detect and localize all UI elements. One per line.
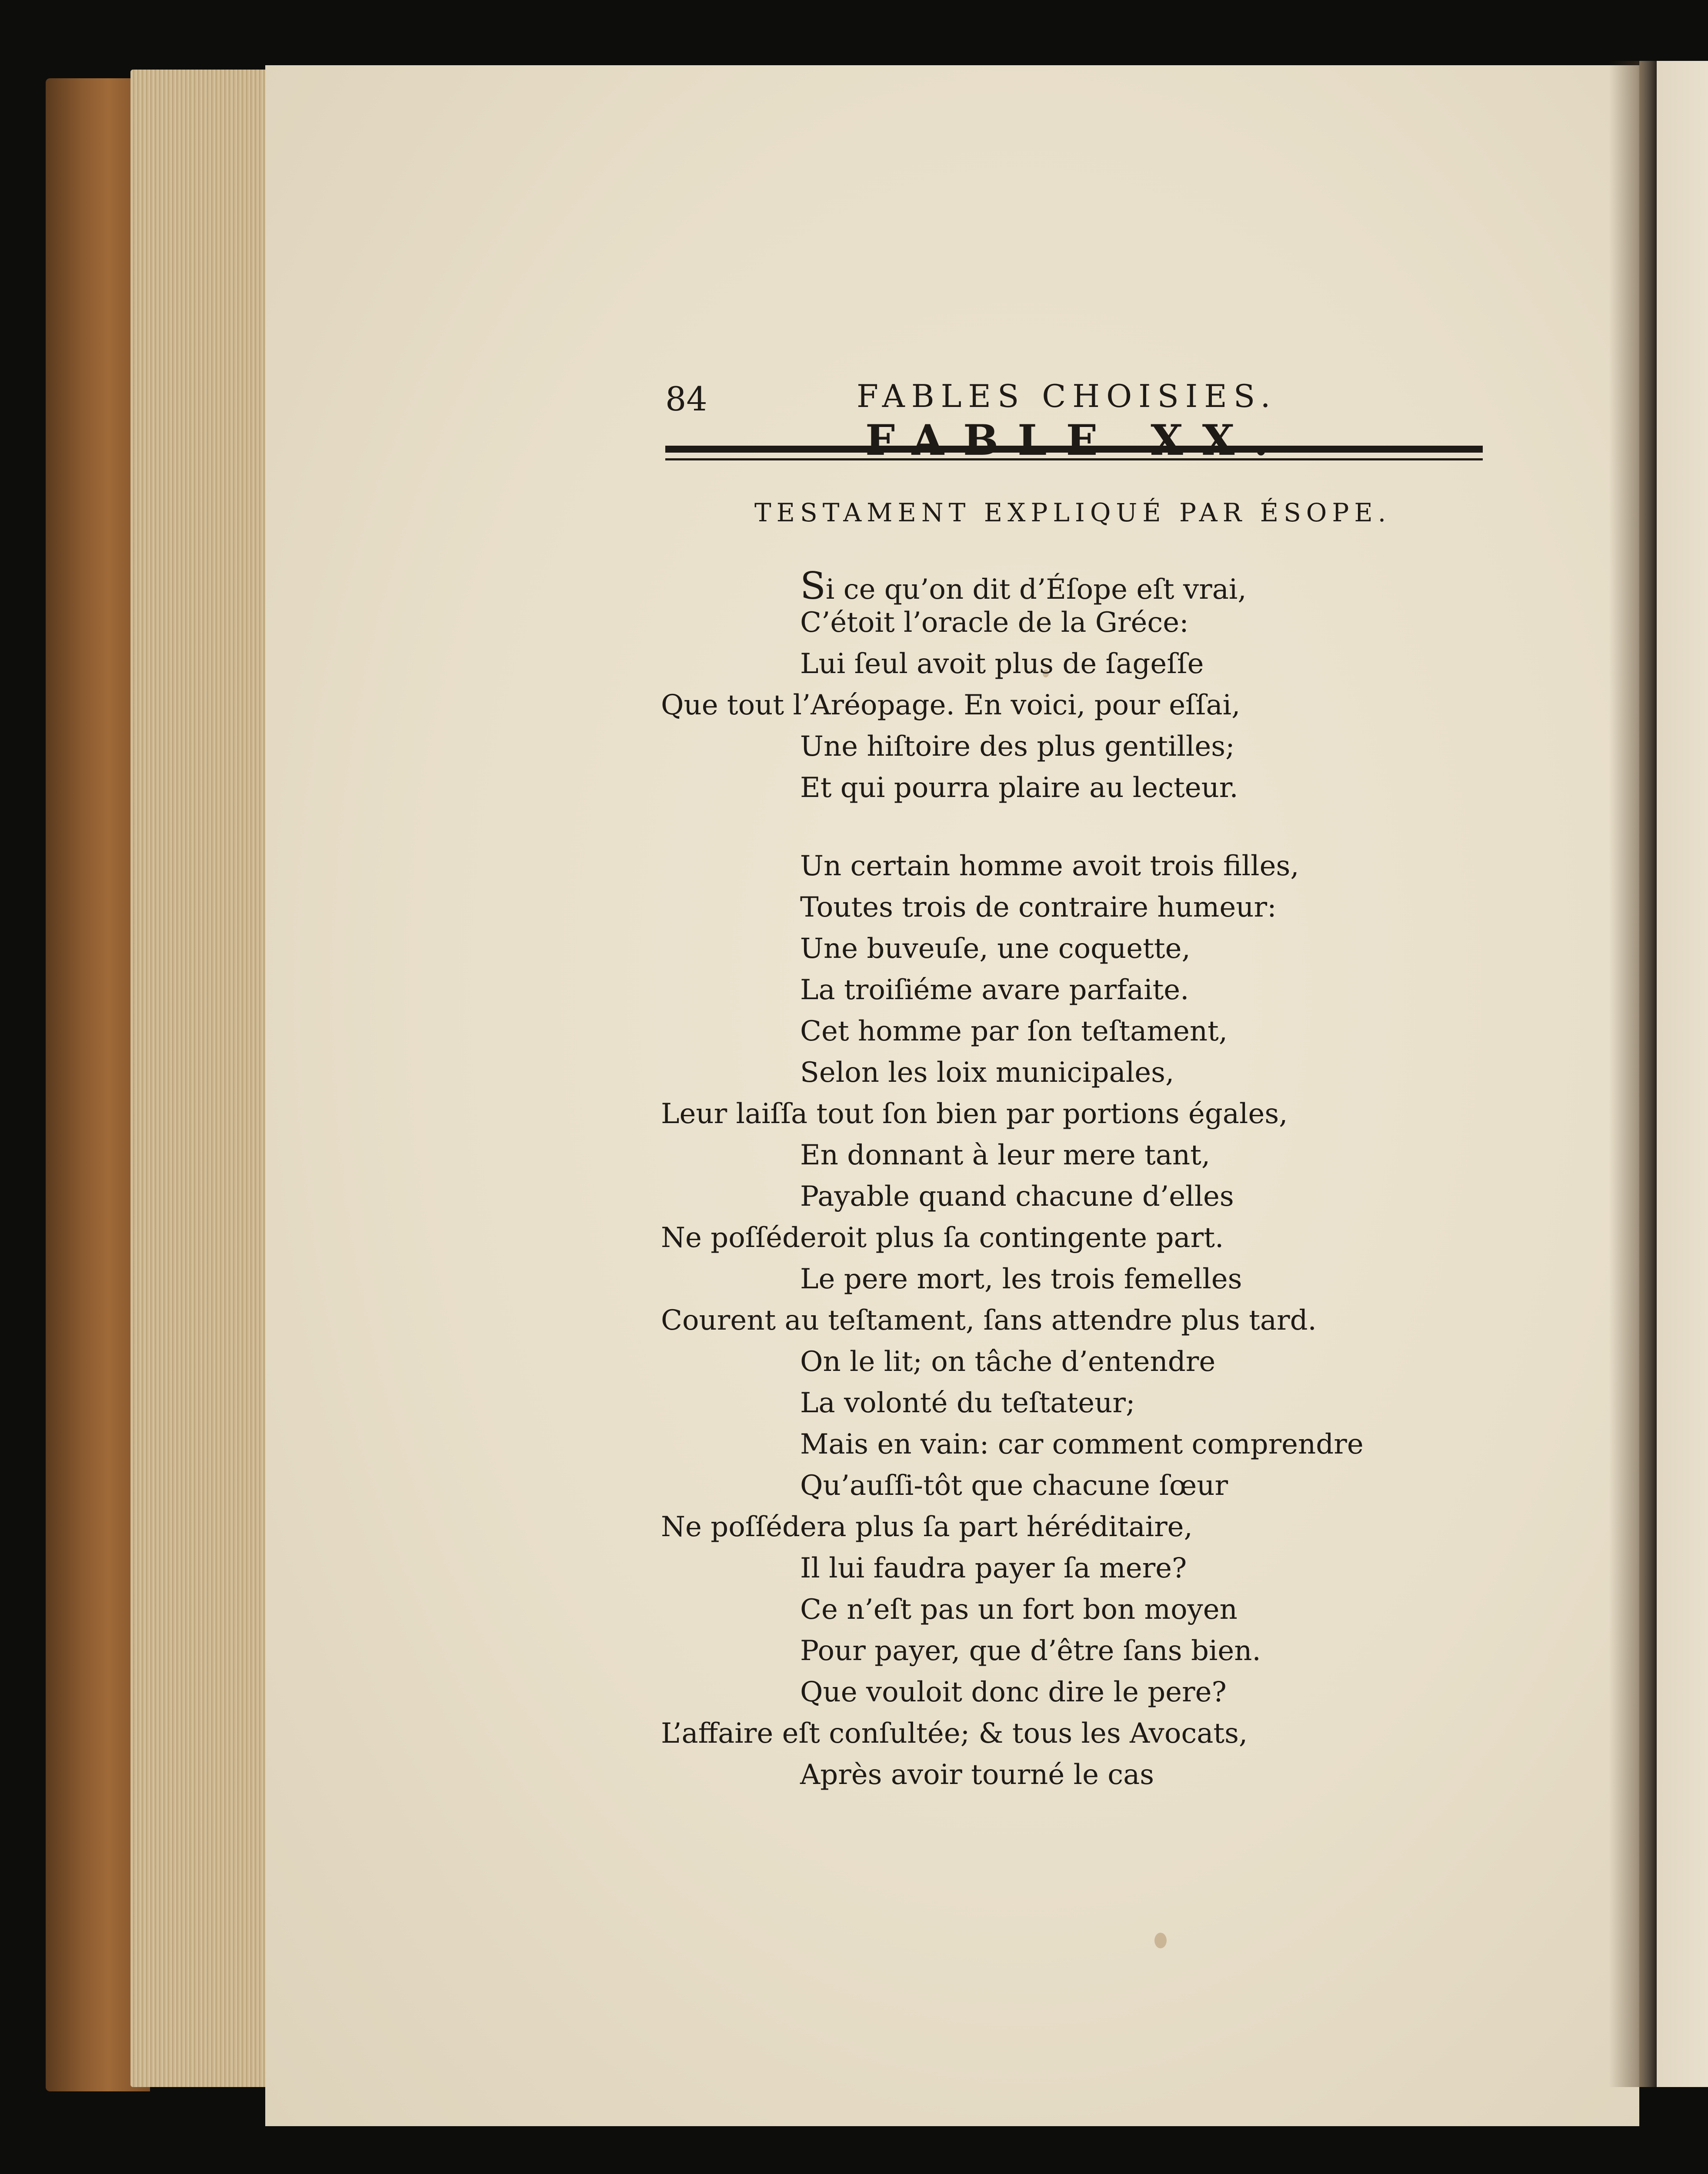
poem-line [661,1304,1317,1337]
poem-line [800,1180,1234,1213]
poem-line-text: La troiſiéme avare parfaite. [800,974,1189,1006]
poem-line [800,1017,1228,1045]
poem-line-text: Leur laiſſa tout ſon bien par portions égales, [661,1098,1288,1130]
poem-line [800,976,1189,1004]
running-head [665,313,1587,418]
poem-line-text: On le lit; on tâche d’entendre [800,1346,1216,1378]
poem-line [800,730,1235,763]
poem-line-text: i ce qu’on dit d’Éſope eſt vrai, [825,574,1247,606]
poem-line [800,609,1189,637]
page-number: 84 [665,380,707,418]
poem-line [661,691,1240,719]
poem-line [800,1265,1242,1293]
poem-line-text: Toutes trois de contraire humeur: [800,891,1277,924]
poem-line-text: L’affaire eſt conſultée; & tous les Avocats, [661,1717,1248,1750]
poem-line [800,1348,1215,1376]
poem-line [800,1596,1238,1624]
poem-line-text: Pour payer, que d’être ſans bien. [800,1635,1261,1667]
poem-line [661,1717,1248,1750]
poem-line-text: Ne poſſéderoit plus ſa contingente part. [661,1222,1224,1254]
poem-line-text: Mais en vain: car comment comprendre [800,1428,1364,1460]
poem-line-text: Après avoir tourné le cas [800,1759,1154,1791]
poem-line [800,774,1238,802]
poem-line [800,935,1191,963]
poem-line [800,564,1247,608]
poem-line-text: Ce n’eſt pas un fort bon moyen [800,1594,1238,1626]
poem-line-text: Lui ſeul avoit plus de ſageſſe [800,648,1204,680]
fable-title: FABLE XX. [865,416,1288,465]
poem-line-text: Le pere mort, les trois femelles [800,1263,1242,1295]
foxing-spot [1154,1933,1167,1948]
poem-line [661,1224,1224,1252]
poem-line [800,1141,1210,1169]
fable-subtitle: TESTAMENT EXPLIQUÉ PAR ÉSOPE. [754,498,1391,527]
page-edges [130,70,287,2087]
poem-line-text: Qu’auſſi-tôt que chacune ſœur [800,1470,1228,1502]
poem-line [800,1430,1364,1458]
poem-line-text: Une buveuſe, une coquette, [800,933,1191,965]
poem-line [800,1472,1228,1500]
poem-line [800,1761,1154,1789]
poem-line-text: Courent au teſtament, ſans attendre plus tard. [661,1304,1317,1337]
poem-line-text: La volonté du teſtateur; [800,1387,1135,1419]
poem-line [800,1554,1187,1582]
page-gutter-shadow [1609,61,1657,2087]
poem-line-text: Et qui pourra plaire au lecteur. [800,772,1238,804]
poem-line [800,1059,1174,1087]
book-page [265,65,1639,2126]
poem-line [800,891,1277,924]
poem-line-text: Que tout l’Aréopage. En voici, pour eſſai, [661,689,1241,721]
poem-line-text: C’étoit l’oracle de la Gréce: [800,607,1189,639]
poem-line-text: En donnant à leur mere tant, [800,1139,1211,1171]
poem-line [661,1100,1288,1128]
poem-line [800,1678,1227,1706]
poem-line-text: Un certain homme avoit trois filles, [800,850,1299,882]
poem-line [800,852,1299,880]
poem-line [800,650,1204,678]
poem-line-text: Cet homme par ſon teſtament, [800,1015,1228,1047]
poem-line-text: Ne poſſédera plus ſa part héréditaire, [661,1511,1193,1543]
poem-line [661,1513,1193,1541]
initial-letter: S [800,564,826,608]
poem-line-text: Selon les loix municipales, [800,1057,1174,1089]
poem-line-text: Que vouloit donc dire le pere? [800,1676,1227,1708]
poem-line [800,1637,1261,1665]
poem-line-text: Payable quand chacune d’elles [800,1180,1234,1213]
poem-line [800,1389,1135,1417]
poem-line-text: Une hiſtoire des plus gentilles; [800,730,1235,763]
running-head-title: FABLES CHOISIES. [857,378,1277,414]
poem-line-text: Il lui faudra payer ſa mere? [800,1552,1187,1584]
